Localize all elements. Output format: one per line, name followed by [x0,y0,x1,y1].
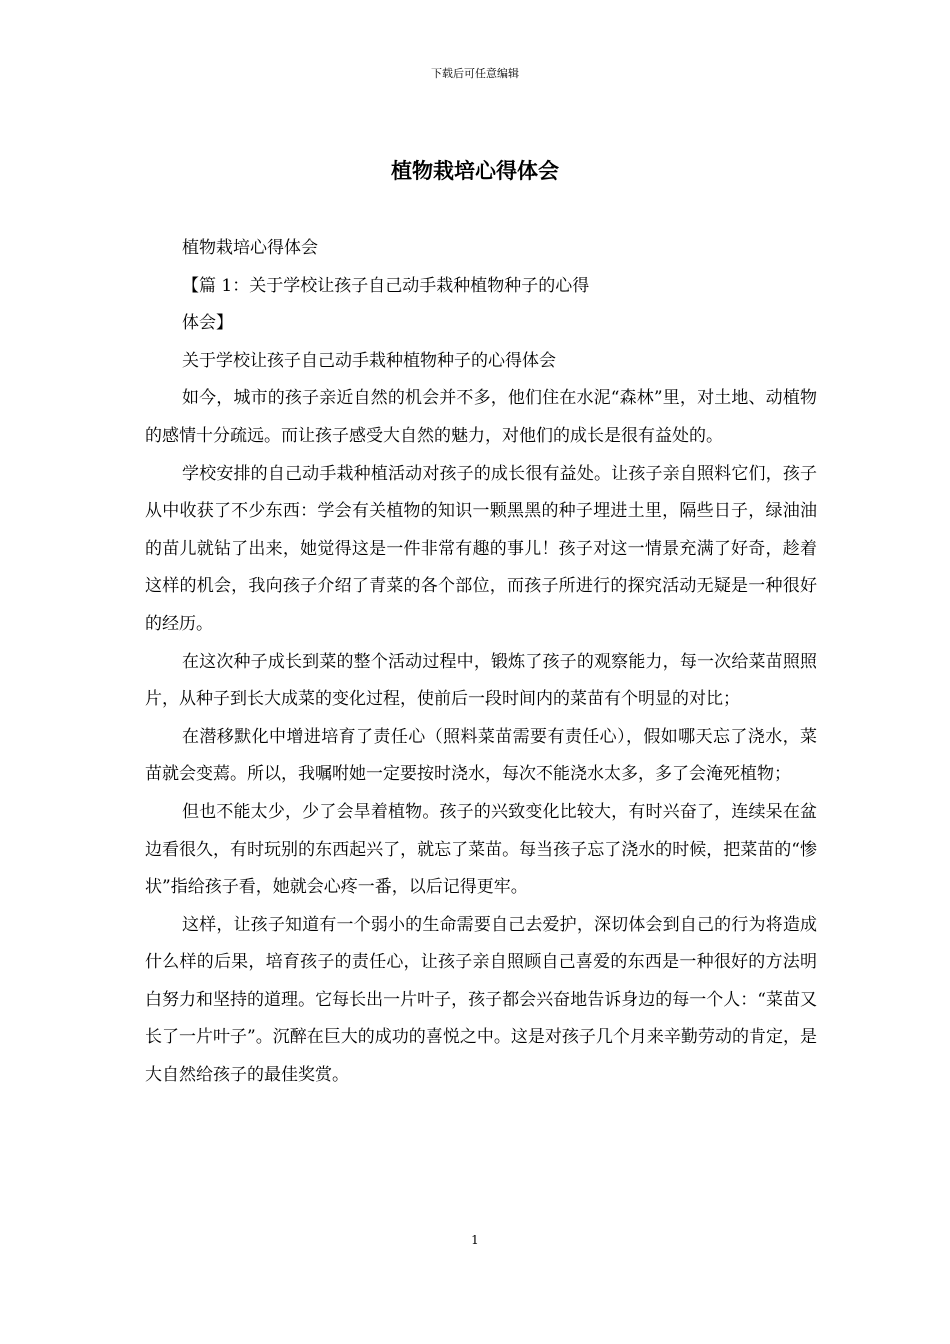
body-paragraph: 在潜移默化中增进培育了责任心（照料菜苗需要有责任心），假如哪天忘了浇水，菜苗就会变蔫。所以，我嘱咐她一定要按时浇水，每次不能浇水太多，多了会淹死植物； [145,726,817,785]
body-paragraph: 如今，城市的孩子亲近自然的机会并不多，他们住在水泥“森林”里，对土地、动植物的感情十分疏远。而让孩子感受大自然的魅力，对他们的成长是很有益处的。 [145,388,817,446]
document-body [145,230,817,1095]
chapter-heading-line-2: 体会】 [182,313,233,334]
article-heading: 关于学校让孩子自己动手栽种植物种子的心得体会 [182,350,556,371]
page-header: 下载后可任意编辑 [431,67,519,80]
body-paragraph: 这样，让孩子知道有一个弱小的生命需要自己去爱护，深切体会到自己的行为将造成什么样的后果，培育孩子的责任心，让孩子亲自照顾自己喜爱的东西是一种很好的方法明白努力和坚持的道理。它每长出一片叶子，孩子都会兴奋地告诉身边的每一个人：“菜苗又长了一片叶子”。沉醉在巨大的成功的喜悦之中。这是对孩子几个月来辛勤劳动的肯定，是大自然给孩子的最佳奖赏。 [145,914,817,1086]
document-title: 植物栽培心得体会 [391,158,559,183]
body-paragraph: 学校安排的自己动手栽种植活动对孩子的成长很有益处。让孩子亲自照料它们，孩子从中收获了不少东西：学会有关植物的知识一颗黑黑的种子埋进土里，隔些日子，绿油油的苗儿就钻了出来，她觉得这是一件非常有趣的事儿！孩子对这一情景充满了好奇，趁着这样的机会，我向孩子介绍了青菜的各个部位，而孩子所进行的探究活动无疑是一种很好的经历。 [145,463,817,634]
body-paragraph: 但也不能太少，少了会旱着植物。孩子的兴致变化比较大，有时兴奋了，连续呆在盆边看很久，有时玩别的东西起兴了，就忘了菜苗。每当孩子忘了浇水的时候，把菜苗的“惨状”指给孩子看，她就会心疼一番，以后记得更牢。 [145,801,817,898]
chapter-heading-line-1: 【篇 1：关于学校让孩子自己动手栽种植物种子的心得 [182,275,590,296]
body-paragraph: 在这次种子成长到菜的整个活动过程中，锻炼了孩子的观察能力，每一次给菜苗照照片，从种子到长大成菜的变化过程，使前后一段时间内的菜苗有个明显的对比； [145,651,817,710]
subtitle-line: 植物栽培心得体会 [182,238,318,258]
page-number: 1 [471,1233,479,1247]
